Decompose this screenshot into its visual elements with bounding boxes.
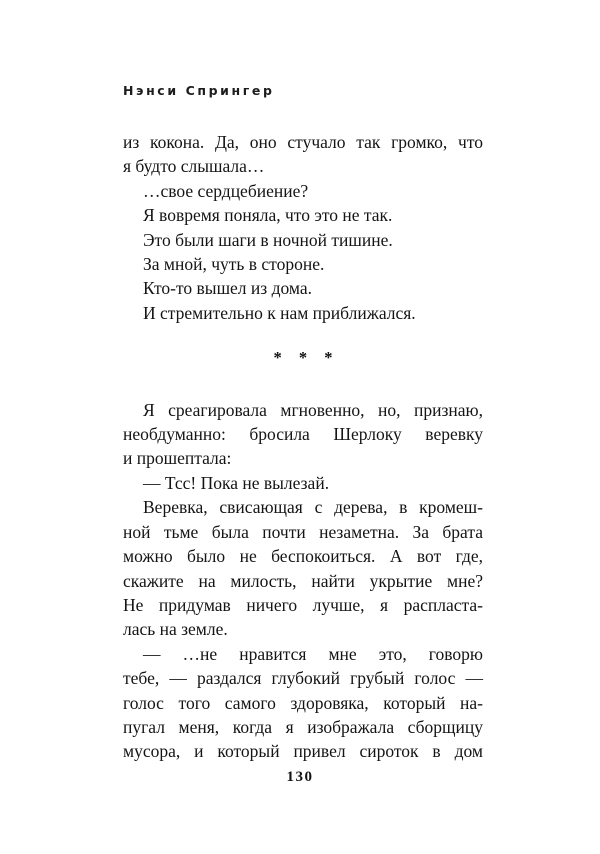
text-line: тебе, — раздался глубокий грубый голос — xyxy=(123,668,483,689)
text-line: из кокона. Да, оно стучало так громко, что xyxy=(123,132,483,152)
text-line: — Тсс! Пока не вылезай. xyxy=(143,472,330,493)
text-line: — …не нравится мне это, говорю xyxy=(143,643,483,664)
text-line: Не придумав ничего лучше, я распласта- xyxy=(123,594,483,615)
text-line: Веревка, свисающая с дерева, в кромеш- xyxy=(143,497,483,518)
paragraph xyxy=(123,228,483,252)
text-line: За мной, чуть в стороне. xyxy=(143,254,325,275)
paragraph xyxy=(123,276,483,300)
paragraph xyxy=(123,471,483,495)
text-line: лась на земле. xyxy=(123,619,228,640)
text-line: Это были шаги в ночной тишине. xyxy=(143,229,393,250)
text-column xyxy=(123,130,483,764)
text-line: ной тьме была почти незаметна. За брата xyxy=(123,521,483,542)
text-line: Кто-то вышел из дома. xyxy=(143,278,312,299)
text-line: голос того самого здоровяка, который на- xyxy=(123,692,483,713)
text-line: Я среагировала мгновенно, но, признаю, xyxy=(143,399,483,420)
text-line: я будто слышала… xyxy=(123,156,265,177)
paragraph xyxy=(123,398,483,471)
text-line: Я вовремя поняла, что это не так. xyxy=(143,205,393,226)
paragraph xyxy=(123,642,483,764)
text-line: …свое сердцебиение? xyxy=(143,180,309,201)
paragraph xyxy=(123,495,483,641)
page-number: 130 xyxy=(286,769,314,785)
text-line: скажите на милость, найти укрытие мне? xyxy=(123,570,483,591)
paragraph xyxy=(123,301,483,325)
text-line: и прошептала: xyxy=(123,448,232,469)
text-line: необдуманно: бросила Шерлоку веревку xyxy=(123,424,483,445)
text-line: И стремительно к нам приближался. xyxy=(143,302,416,323)
text-line: можно было не беспокоиться. А вот где, xyxy=(123,546,483,567)
paragraph xyxy=(123,203,483,227)
text-line: пугал меня, когда я изображала сборщицу xyxy=(123,716,483,737)
section-separator: * * * xyxy=(273,348,333,368)
paragraph xyxy=(123,130,483,179)
paragraph xyxy=(123,252,483,276)
paragraph xyxy=(123,179,483,203)
text-line: мусора, и который привел сироток в дом xyxy=(123,741,483,762)
running-header: Нэнси Спрингер xyxy=(123,83,275,98)
